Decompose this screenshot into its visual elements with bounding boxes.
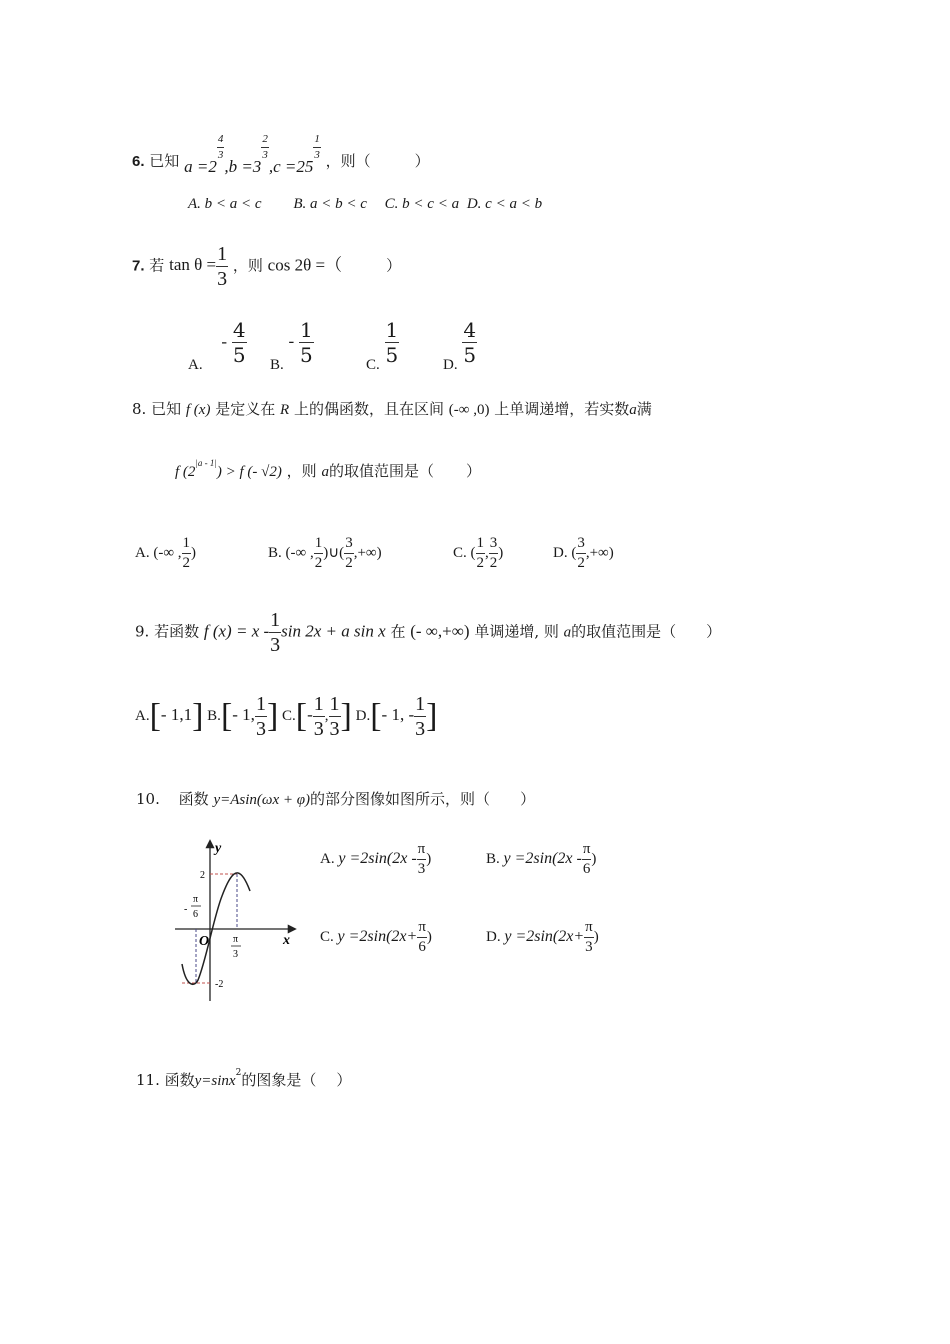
q10-option-d[interactable]: D. y =2sin(2x+ $\frac{\pi}{3}$ ) — [486, 919, 599, 955]
x-axis-label: x — [283, 933, 290, 948]
option-a[interactable]: A. b < a < c — [188, 196, 262, 212]
question-8-condition: f $(2^{|a - 1|}) > f$ (- √2) ，则 a的取值范围是（ ） — [175, 458, 481, 480]
question-tail: ，则（ — [325, 152, 371, 170]
option-a[interactable]: A.[- 1,1] — [135, 697, 204, 735]
y-tick-minus-2: -2 — [215, 979, 224, 990]
question-6-options — [188, 196, 542, 213]
a-expression: a =2 $\frac{4}{3}$ ,b =3 $\frac{2}{3}$ ,c =25 $\frac{1}{3}$ — [184, 133, 320, 176]
svg-text:π: π — [193, 894, 199, 905]
question-lead: 已知 — [149, 152, 180, 170]
question-number: 7. — [132, 257, 145, 275]
tan-expression: tan θ = $\frac{1}{3}$ — [169, 243, 228, 290]
option-c[interactable]: C. b < c < a — [384, 196, 460, 212]
q8-option-a[interactable]: A. (-∞ , $\frac{1}{2}$ ) — [135, 535, 197, 571]
option-c[interactable]: C.[- $\frac{1}{3}$ , $\frac{1}{3}$ ] — [282, 693, 352, 740]
question-8: 8. 已知 f (x) 是定义在 R 上的偶函数，且在区间 (-∞ ,0) 上单调递增，若实数a满 — [132, 400, 652, 418]
svg-text:6: 6 — [193, 909, 198, 920]
question-number: 6. — [132, 153, 145, 170]
q7-option-b[interactable]: B. - $\frac{1}{5}$ — [270, 318, 313, 373]
question-10: 10. 函数 y=Asin(ωx + φ)的部分图像如图所示，则（ ） — [136, 790, 536, 808]
option-b[interactable]: B. a < b < c — [293, 196, 367, 212]
y-tick-2: 2 — [200, 870, 205, 881]
svg-text:-: - — [184, 904, 188, 915]
option-b[interactable]: B.[- 1, $\frac{1}{3}$ ] — [207, 693, 279, 740]
q8-option-d[interactable]: D. ( $\frac{3}{2}$ ,+∞) — [553, 535, 614, 571]
q8-option-c[interactable]: C. ( $\frac{1}{2}$ , $\frac{3}{2}$ ) — [453, 535, 504, 571]
svg-text:π: π — [233, 934, 239, 945]
question-7: 7. 若 tan θ = $\frac{1}{3}$ ，则 cos 2θ =（ ） — [132, 243, 402, 290]
cos-expression: cos 2θ =（ — [267, 255, 343, 275]
question-6: 6. 已知 a =2 $\frac{4}{3}$ ,b =3 $\frac{2}{3}$ ,c =25 $\frac{1}{3}$ ，则（ ） — [132, 133, 430, 176]
question-11: 11. 函数y=sinx$^2$的图象是（ ） — [136, 1068, 352, 1089]
question-9-options — [135, 694, 437, 739]
q8-option-b[interactable]: B. (-∞ , $\frac{1}{2}$ )∪( $\frac{3}{2}$ ,+∞) — [268, 535, 382, 571]
origin-label: O — [199, 934, 210, 949]
q10-option-b[interactable]: B. y =2sin(2x - $\frac{\pi}{6}$ ) — [486, 841, 597, 877]
y-axis-label: y — [215, 841, 222, 856]
sine-graph — [170, 836, 300, 1006]
option-d[interactable]: D. c < a < b — [466, 196, 543, 212]
option-d[interactable]: D.[- 1, - $\frac{1}{3}$ ] — [355, 693, 438, 740]
q10-option-a[interactable]: A. y =2sin(2x - $\frac{\pi}{3}$ ) — [320, 841, 432, 877]
question-9: 9. 若函数 f (x) = x - $\frac{1}{3}$ sin 2x + a sin x 在 (- ∞,+∞) 单调递增, 则 a的取值范围是（ ） — [135, 609, 722, 656]
q7-option-a[interactable]: A. - $\frac{4}{5}$ — [188, 318, 246, 373]
svg-text:3: 3 — [233, 949, 238, 960]
q10-option-c[interactable]: C. y =2sin(2x+ $\frac{\pi}{6}$ ) — [320, 919, 432, 955]
q7-option-c[interactable]: C. $\frac{1}{5}$ — [366, 318, 399, 373]
q7-option-d[interactable]: D. $\frac{4}{5}$ — [443, 318, 477, 373]
